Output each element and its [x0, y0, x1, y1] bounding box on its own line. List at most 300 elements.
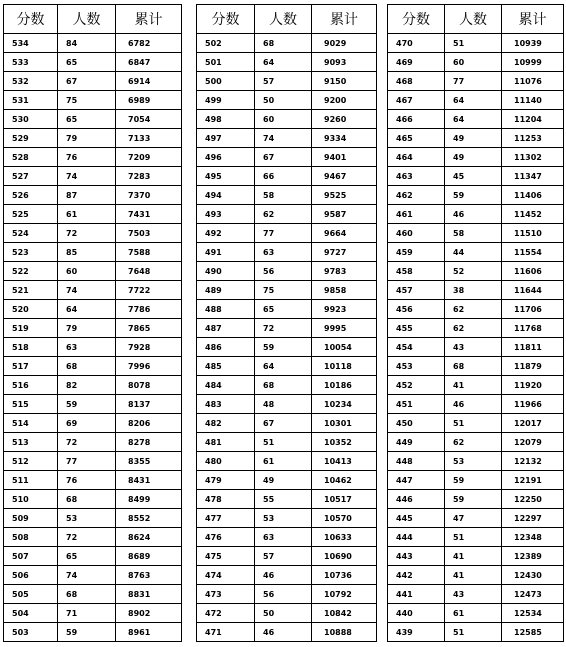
- cumulative-cell: 7431: [116, 205, 182, 224]
- count-cell: 59: [445, 490, 502, 509]
- count-cell: 46: [255, 566, 312, 585]
- table-row: [388, 547, 564, 566]
- score-cell: 488: [197, 300, 255, 319]
- score-cell: 484: [197, 376, 255, 395]
- table-row: [197, 623, 377, 642]
- score-cell: 472: [197, 604, 255, 623]
- score-cell: 513: [4, 433, 58, 452]
- count-cell: 67: [255, 414, 312, 433]
- cumulative-cell: 7588: [116, 243, 182, 262]
- cumulative-cell: 8831: [116, 585, 182, 604]
- table-row: [4, 376, 182, 395]
- cumulative-cell: 9858: [312, 281, 377, 300]
- score-cell: 497: [197, 129, 255, 148]
- cumulative-cell: 9783: [312, 262, 377, 281]
- score-cell: 490: [197, 262, 255, 281]
- table-row: [388, 357, 564, 376]
- score-cell: 499: [197, 91, 255, 110]
- count-cell: 59: [445, 471, 502, 490]
- score-cell: 508: [4, 528, 58, 547]
- score-cell: 526: [4, 186, 58, 205]
- table-row: [4, 205, 182, 224]
- score-cell: 457: [388, 281, 445, 300]
- table-row: [4, 471, 182, 490]
- table-row: [388, 604, 564, 623]
- table-row: [4, 34, 182, 53]
- score-cell: 500: [197, 72, 255, 91]
- table-row: [4, 91, 182, 110]
- table-row: [4, 414, 182, 433]
- score-cell: 443: [388, 547, 445, 566]
- count-cell: 63: [255, 243, 312, 262]
- score-cell: 498: [197, 110, 255, 129]
- table-row: [388, 205, 564, 224]
- table-row: [388, 566, 564, 585]
- table-row: [388, 110, 564, 129]
- count-cell: 49: [445, 148, 502, 167]
- table-row: [197, 604, 377, 623]
- count-cell: 41: [445, 376, 502, 395]
- cumulative-cell: 12389: [502, 547, 564, 566]
- score-cell: 509: [4, 509, 58, 528]
- cumulative-cell: 12017: [502, 414, 564, 433]
- table-row: [388, 167, 564, 186]
- score-cell: 449: [388, 433, 445, 452]
- count-cell: 71: [58, 604, 116, 623]
- table-row: [197, 509, 377, 528]
- count-cell: 45: [445, 167, 502, 186]
- count-cell: 63: [255, 528, 312, 547]
- cumulative-cell: 10736: [312, 566, 377, 585]
- header-score: 分数: [197, 5, 255, 34]
- cumulative-cell: 9029: [312, 34, 377, 53]
- score-cell: 453: [388, 357, 445, 376]
- count-cell: 72: [58, 224, 116, 243]
- cumulative-cell: 9525: [312, 186, 377, 205]
- header-cumulative: 累计: [312, 5, 377, 34]
- score-cell: 492: [197, 224, 255, 243]
- count-cell: 58: [445, 224, 502, 243]
- score-cell: 469: [388, 53, 445, 72]
- cumulative-cell: 6847: [116, 53, 182, 72]
- table-row: [388, 91, 564, 110]
- table-row: [197, 300, 377, 319]
- score-cell: 459: [388, 243, 445, 262]
- table-row: [4, 433, 182, 452]
- table-row: [4, 148, 182, 167]
- table-row: [197, 167, 377, 186]
- table-row: [388, 490, 564, 509]
- header-count: 人数: [445, 5, 502, 34]
- cumulative-cell: 10888: [312, 623, 377, 642]
- score-cell: 534: [4, 34, 58, 53]
- table-row: [197, 490, 377, 509]
- count-cell: 67: [58, 72, 116, 91]
- header-cumulative: 累计: [116, 5, 182, 34]
- table-row: [388, 433, 564, 452]
- count-cell: 62: [445, 300, 502, 319]
- count-cell: 46: [445, 205, 502, 224]
- score-cell: 531: [4, 91, 58, 110]
- cumulative-cell: 9260: [312, 110, 377, 129]
- score-cell: 481: [197, 433, 255, 452]
- score-cell: 528: [4, 148, 58, 167]
- cumulative-cell: 10186: [312, 376, 377, 395]
- count-cell: 65: [255, 300, 312, 319]
- cumulative-cell: 9727: [312, 243, 377, 262]
- score-cell: 454: [388, 338, 445, 357]
- score-cell: 474: [197, 566, 255, 585]
- count-cell: 61: [445, 604, 502, 623]
- score-cell: 494: [197, 186, 255, 205]
- count-cell: 72: [58, 433, 116, 452]
- count-cell: 68: [58, 490, 116, 509]
- score-cell: 486: [197, 338, 255, 357]
- score-cell: 482: [197, 414, 255, 433]
- score-cell: 479: [197, 471, 255, 490]
- count-cell: 74: [58, 167, 116, 186]
- count-cell: 62: [445, 433, 502, 452]
- count-cell: 56: [255, 262, 312, 281]
- table-row: [197, 566, 377, 585]
- table-row: [4, 300, 182, 319]
- score-cell: 461: [388, 205, 445, 224]
- table-row: [197, 34, 377, 53]
- count-cell: 69: [58, 414, 116, 433]
- cumulative-cell: 9093: [312, 53, 377, 72]
- count-cell: 64: [58, 300, 116, 319]
- count-cell: 60: [255, 110, 312, 129]
- count-cell: 68: [58, 585, 116, 604]
- score-cell: 523: [4, 243, 58, 262]
- table-row: [388, 319, 564, 338]
- table-row: [388, 528, 564, 547]
- header-score: 分数: [4, 5, 58, 34]
- cumulative-cell: 11879: [502, 357, 564, 376]
- cumulative-cell: 7786: [116, 300, 182, 319]
- cumulative-cell: 10301: [312, 414, 377, 433]
- table-row: [197, 205, 377, 224]
- score-cell: 496: [197, 148, 255, 167]
- cumulative-cell: 10570: [312, 509, 377, 528]
- score-cell: 522: [4, 262, 58, 281]
- table-row: [197, 262, 377, 281]
- cumulative-cell: 8206: [116, 414, 182, 433]
- score-cell: 529: [4, 129, 58, 148]
- cumulative-cell: 8961: [116, 623, 182, 642]
- score-cell: 491: [197, 243, 255, 262]
- score-table-2: [196, 4, 377, 642]
- table-row: [4, 623, 182, 642]
- table-row: [4, 357, 182, 376]
- cumulative-cell: 9150: [312, 72, 377, 91]
- score-cell: 512: [4, 452, 58, 471]
- score-cell: 516: [4, 376, 58, 395]
- table-row: [4, 452, 182, 471]
- cumulative-cell: 7722: [116, 281, 182, 300]
- score-cell: 530: [4, 110, 58, 129]
- count-cell: 64: [255, 53, 312, 72]
- cumulative-cell: 7996: [116, 357, 182, 376]
- cumulative-cell: 9995: [312, 319, 377, 338]
- table-row: [388, 243, 564, 262]
- score-cell: 517: [4, 357, 58, 376]
- count-cell: 51: [445, 34, 502, 53]
- count-cell: 61: [255, 452, 312, 471]
- count-cell: 84: [58, 34, 116, 53]
- cumulative-cell: 11706: [502, 300, 564, 319]
- table-row: [4, 319, 182, 338]
- score-cell: 533: [4, 53, 58, 72]
- count-cell: 64: [445, 110, 502, 129]
- table-row: [197, 338, 377, 357]
- table-row: [4, 110, 182, 129]
- count-cell: 59: [445, 186, 502, 205]
- cumulative-cell: 12297: [502, 509, 564, 528]
- cumulative-cell: 11811: [502, 338, 564, 357]
- score-cell: 458: [388, 262, 445, 281]
- table-row: [388, 376, 564, 395]
- header-cumulative: 累计: [502, 5, 564, 34]
- cumulative-cell: 8552: [116, 509, 182, 528]
- cumulative-cell: 11606: [502, 262, 564, 281]
- table-row: [197, 433, 377, 452]
- cumulative-cell: 8137: [116, 395, 182, 414]
- table-row: [197, 110, 377, 129]
- score-cell: 532: [4, 72, 58, 91]
- table-row: [4, 224, 182, 243]
- cumulative-cell: 10633: [312, 528, 377, 547]
- score-cell: 487: [197, 319, 255, 338]
- cumulative-cell: 11920: [502, 376, 564, 395]
- cumulative-cell: 11204: [502, 110, 564, 129]
- count-cell: 79: [58, 319, 116, 338]
- table-row: [388, 53, 564, 72]
- table-row: [4, 338, 182, 357]
- score-cell: 502: [197, 34, 255, 53]
- table-row: [388, 281, 564, 300]
- cumulative-cell: 10352: [312, 433, 377, 452]
- cumulative-cell: 11076: [502, 72, 564, 91]
- count-cell: 72: [58, 528, 116, 547]
- table-row: [197, 129, 377, 148]
- score-cell: 504: [4, 604, 58, 623]
- header-score: 分数: [388, 5, 445, 34]
- score-cell: 471: [197, 623, 255, 642]
- cumulative-cell: 11253: [502, 129, 564, 148]
- table-row: [197, 414, 377, 433]
- score-cell: 447: [388, 471, 445, 490]
- score-cell: 483: [197, 395, 255, 414]
- table-row: [388, 338, 564, 357]
- table-row: [197, 91, 377, 110]
- table-row: [4, 72, 182, 91]
- table-row: [388, 395, 564, 414]
- count-cell: 79: [58, 129, 116, 148]
- count-cell: 46: [445, 395, 502, 414]
- score-cell: 450: [388, 414, 445, 433]
- table-row: [388, 509, 564, 528]
- table-row: [4, 281, 182, 300]
- count-cell: 87: [58, 186, 116, 205]
- score-cell: 501: [197, 53, 255, 72]
- cumulative-cell: 11140: [502, 91, 564, 110]
- cumulative-cell: 8278: [116, 433, 182, 452]
- table-row: [197, 319, 377, 338]
- score-cell: 466: [388, 110, 445, 129]
- table-row: [4, 262, 182, 281]
- table-row: [197, 452, 377, 471]
- count-cell: 75: [255, 281, 312, 300]
- table-row: [4, 528, 182, 547]
- score-cell: 489: [197, 281, 255, 300]
- score-cell: 446: [388, 490, 445, 509]
- score-cell: 506: [4, 566, 58, 585]
- count-cell: 65: [58, 547, 116, 566]
- cumulative-cell: 12079: [502, 433, 564, 452]
- score-cell: 475: [197, 547, 255, 566]
- cumulative-cell: 11452: [502, 205, 564, 224]
- score-cell: 510: [4, 490, 58, 509]
- count-cell: 43: [445, 585, 502, 604]
- count-cell: 51: [445, 528, 502, 547]
- cumulative-cell: 7865: [116, 319, 182, 338]
- count-cell: 56: [255, 585, 312, 604]
- count-cell: 46: [255, 623, 312, 642]
- table-row: [197, 471, 377, 490]
- table-row: [388, 471, 564, 490]
- table-row: [388, 623, 564, 642]
- cumulative-cell: 11302: [502, 148, 564, 167]
- table-row: [4, 547, 182, 566]
- count-cell: 68: [58, 357, 116, 376]
- count-cell: 58: [255, 186, 312, 205]
- cumulative-cell: 7503: [116, 224, 182, 243]
- cumulative-cell: 9467: [312, 167, 377, 186]
- cumulative-cell: 12534: [502, 604, 564, 623]
- table-row: [197, 376, 377, 395]
- cumulative-cell: 8499: [116, 490, 182, 509]
- score-cell: 521: [4, 281, 58, 300]
- cumulative-cell: 10054: [312, 338, 377, 357]
- cumulative-cell: 10118: [312, 357, 377, 376]
- score-cell: 493: [197, 205, 255, 224]
- count-cell: 85: [58, 243, 116, 262]
- cumulative-cell: 8624: [116, 528, 182, 547]
- score-cell: 468: [388, 72, 445, 91]
- count-cell: 75: [58, 91, 116, 110]
- score-cell: 478: [197, 490, 255, 509]
- table-row: [197, 72, 377, 91]
- score-cell: 442: [388, 566, 445, 585]
- cumulative-cell: 11510: [502, 224, 564, 243]
- cumulative-cell: 8355: [116, 452, 182, 471]
- count-cell: 62: [445, 319, 502, 338]
- table-row: [197, 395, 377, 414]
- cumulative-cell: 10792: [312, 585, 377, 604]
- score-cell: 477: [197, 509, 255, 528]
- count-cell: 65: [58, 110, 116, 129]
- cumulative-cell: 12430: [502, 566, 564, 585]
- table-row: [4, 129, 182, 148]
- table-row: [388, 452, 564, 471]
- count-cell: 61: [58, 205, 116, 224]
- table-row: [388, 414, 564, 433]
- count-cell: 53: [255, 509, 312, 528]
- count-cell: 74: [58, 281, 116, 300]
- count-cell: 64: [445, 91, 502, 110]
- cumulative-cell: 10690: [312, 547, 377, 566]
- count-cell: 57: [255, 547, 312, 566]
- cumulative-cell: 7648: [116, 262, 182, 281]
- count-cell: 62: [255, 205, 312, 224]
- count-cell: 77: [58, 452, 116, 471]
- count-cell: 82: [58, 376, 116, 395]
- table-row: [4, 509, 182, 528]
- score-cell: 485: [197, 357, 255, 376]
- score-cell: 470: [388, 34, 445, 53]
- score-cell: 464: [388, 148, 445, 167]
- score-cell: 505: [4, 585, 58, 604]
- count-cell: 67: [255, 148, 312, 167]
- table-row: [197, 547, 377, 566]
- count-cell: 38: [445, 281, 502, 300]
- count-cell: 74: [58, 566, 116, 585]
- count-cell: 63: [58, 338, 116, 357]
- cumulative-cell: 10462: [312, 471, 377, 490]
- count-cell: 68: [255, 376, 312, 395]
- score-cell: 440: [388, 604, 445, 623]
- table-row: [4, 566, 182, 585]
- table-row: [388, 300, 564, 319]
- count-cell: 49: [445, 129, 502, 148]
- cumulative-cell: 12348: [502, 528, 564, 547]
- count-cell: 76: [58, 471, 116, 490]
- cumulative-cell: 11347: [502, 167, 564, 186]
- score-cell: 525: [4, 205, 58, 224]
- cumulative-cell: 7133: [116, 129, 182, 148]
- count-cell: 66: [255, 167, 312, 186]
- score-cell: 451: [388, 395, 445, 414]
- table-row: [4, 395, 182, 414]
- cumulative-cell: 7209: [116, 148, 182, 167]
- table-row: [197, 281, 377, 300]
- count-cell: 59: [58, 395, 116, 414]
- cumulative-cell: 6989: [116, 91, 182, 110]
- count-cell: 53: [58, 509, 116, 528]
- count-cell: 53: [445, 452, 502, 471]
- table-row: [4, 167, 182, 186]
- cumulative-cell: 9587: [312, 205, 377, 224]
- table-row: [388, 224, 564, 243]
- table-row: [4, 490, 182, 509]
- cumulative-cell: 7054: [116, 110, 182, 129]
- score-cell: 520: [4, 300, 58, 319]
- count-cell: 55: [255, 490, 312, 509]
- count-cell: 41: [445, 566, 502, 585]
- cumulative-cell: 7370: [116, 186, 182, 205]
- score-cell: 467: [388, 91, 445, 110]
- table-row: [388, 34, 564, 53]
- table-row: [388, 262, 564, 281]
- table-row: [4, 186, 182, 205]
- score-cell: 495: [197, 167, 255, 186]
- count-cell: 60: [58, 262, 116, 281]
- score-cell: 473: [197, 585, 255, 604]
- cumulative-cell: 11406: [502, 186, 564, 205]
- cumulative-cell: 10517: [312, 490, 377, 509]
- count-cell: 43: [445, 338, 502, 357]
